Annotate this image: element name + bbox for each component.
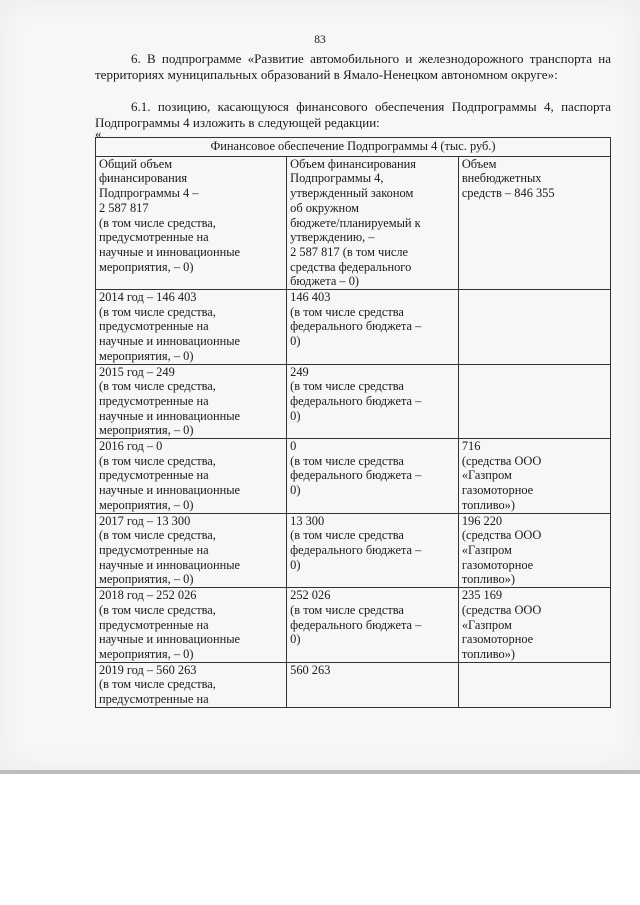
- cell-text-line: научные и инновационные: [99, 632, 241, 647]
- cell-text-line: топливо»): [461, 646, 515, 661]
- cell-text-line: 2018 год – 252 026: [99, 588, 197, 603]
- year-extrabudgetary-cell: [458, 513, 610, 588]
- cell-text-line: Подпрограммы 4,: [290, 171, 384, 186]
- cell-text-line: 2016 год – 0: [99, 439, 163, 454]
- cell-text-line: об окружном: [290, 200, 359, 215]
- year-extrabudgetary-cell: [458, 662, 610, 707]
- cell-text-line: научные и инновационные: [99, 483, 241, 498]
- year-total-cell: [96, 439, 287, 514]
- cell-text-line: 249: [290, 364, 309, 379]
- cell-text-line: 235 169: [461, 588, 503, 603]
- cell-text-line: утверждению, –: [290, 230, 375, 245]
- cell-text-line: 0): [290, 483, 301, 498]
- cell-text-line: научные и инновационные: [99, 408, 241, 423]
- year-total-cell: [96, 588, 287, 663]
- year-extrabudgetary-cell: [458, 364, 610, 439]
- cell-text-line: 2019 год – 560 263: [99, 662, 197, 677]
- cell-text-line: «Газпром: [461, 468, 512, 483]
- cell-text-line: (в том числе средства: [290, 528, 404, 543]
- cell-text-line: (в том числе средства,: [99, 304, 216, 319]
- year-budget-cell: [287, 588, 459, 663]
- year-budget-cell: [287, 439, 459, 514]
- cell-text-line: (средства ООО: [461, 602, 542, 617]
- cell-text-line: 2015 год – 249: [99, 364, 175, 379]
- extrabudgetary-cell: [458, 156, 610, 289]
- cell-text-line: (в том числе средства,: [99, 528, 216, 543]
- cell-text-line: научные и инновационные: [99, 244, 241, 259]
- cell-text-line: Общий объем: [99, 156, 173, 171]
- cell-text-line: 13 300: [290, 513, 325, 528]
- opening-quote: «: [95, 126, 102, 141]
- cell-text-line: предусмотренные на: [99, 692, 209, 707]
- cell-text-line: предусмотренные на: [99, 542, 209, 557]
- table-title: Финансовое обеспечение Подпрограммы 4 (тыс. руб.): [96, 138, 611, 157]
- cell-text-line: федерального бюджета –: [290, 617, 422, 632]
- cell-text-line: (в том числе средства,: [99, 379, 216, 394]
- cell-text-line: 196 220: [461, 513, 503, 528]
- cell-text-line: 0): [290, 408, 301, 423]
- cell-text-line: (средства ООО: [461, 453, 542, 468]
- cell-text-line: предусмотренные на: [99, 230, 209, 245]
- cell-text-line: топливо»): [461, 497, 515, 512]
- year-budget-cell: [287, 662, 459, 707]
- year-total-cell: [96, 662, 287, 707]
- cell-text-line: 0): [290, 334, 301, 349]
- year-total-cell: [96, 290, 287, 365]
- cell-text-line: газомоторное: [461, 632, 534, 647]
- cell-text-line: (в том числе средства: [290, 453, 404, 468]
- cell-text-line: (в том числе средства,: [99, 677, 216, 692]
- cell-text-line: (в том числе средства,: [99, 215, 216, 230]
- cell-text-line: федерального бюджета –: [290, 542, 422, 557]
- cell-text-line: 2 587 817 (в том числе: [290, 244, 409, 259]
- table-header-row: [96, 156, 611, 289]
- budget-financing-cell: [287, 156, 459, 289]
- cell-text-line: федерального бюджета –: [290, 468, 422, 483]
- cell-text-line: (в том числе средства: [290, 602, 404, 617]
- table-row: [96, 439, 611, 514]
- table-row: [96, 662, 611, 707]
- year-budget-cell: [287, 513, 459, 588]
- cell-text-line: топливо»): [461, 572, 515, 587]
- cell-text-line: мероприятия, – 0): [99, 348, 194, 363]
- cell-text-line: (в том числе средства,: [99, 602, 216, 617]
- table-row: [96, 513, 611, 588]
- paragraph-item-6-1: 6.1. позицию, касающуюся финансового обеспечения Подпрограммы 4, паспорта Подпрограммы 4 изложить в следующей редакции:: [95, 99, 611, 130]
- table-row: [96, 588, 611, 663]
- cell-text-line: 146 403: [290, 290, 331, 305]
- cell-text-line: газомоторное: [461, 483, 534, 498]
- cell-text-line: (в том числе средства: [290, 304, 404, 319]
- cell-text-line: «Газпром: [461, 617, 512, 632]
- cell-text-line: финансирования: [99, 171, 188, 186]
- cell-text-line: газомоторное: [461, 557, 534, 572]
- cell-text-line: бюджете/планируемый к: [290, 215, 421, 230]
- year-total-cell: [96, 364, 287, 439]
- year-budget-cell: [287, 290, 459, 365]
- year-extrabudgetary-cell: [458, 588, 610, 663]
- page-number: 83: [314, 34, 326, 46]
- table-row: [96, 290, 611, 365]
- cell-text-line: Объем: [461, 156, 497, 171]
- cell-text-line: федерального бюджета –: [290, 393, 422, 408]
- cell-text-line: бюджета – 0): [290, 274, 360, 289]
- year-extrabudgetary-cell: [458, 290, 610, 365]
- cell-text-line: 0): [290, 632, 301, 647]
- paragraph-item-6: 6. В подпрограмме «Развитие автомобильного и железнодорожного транспорта на территориях муниципальных образований в Ямало-Ненецком автономном округе»:: [95, 51, 611, 82]
- cell-text-line: 2 587 817: [99, 200, 149, 215]
- year-budget-cell: [287, 364, 459, 439]
- cell-text-line: средств – 846 355: [461, 186, 555, 201]
- cell-text-line: Подпрограммы 4 –: [99, 186, 199, 201]
- cell-text-line: 0: [290, 439, 297, 454]
- cell-text-line: мероприятия, – 0): [99, 423, 194, 438]
- cell-text-line: научные и инновационные: [99, 334, 241, 349]
- year-extrabudgetary-cell: [458, 439, 610, 514]
- table-row: [96, 364, 611, 439]
- cell-text-line: предусмотренные на: [99, 468, 209, 483]
- total-financing-cell: [96, 156, 287, 289]
- cell-text-line: предусмотренные на: [99, 319, 209, 334]
- cell-text-line: 2014 год – 146 403: [99, 290, 197, 305]
- cell-text-line: Объем финансирования: [290, 156, 417, 171]
- cell-text-line: мероприятия, – 0): [99, 646, 194, 661]
- cell-text-line: 252 026: [290, 588, 331, 603]
- cell-text-line: (средства ООО: [461, 528, 542, 543]
- cell-text-line: «Газпром: [461, 542, 512, 557]
- cell-text-line: внебюджетных: [461, 171, 542, 186]
- cell-text-line: федерального бюджета –: [290, 319, 422, 334]
- cell-text-line: мероприятия, – 0): [99, 572, 194, 587]
- financing-table: [95, 137, 611, 708]
- year-total-cell: [96, 513, 287, 588]
- cell-text-line: предусмотренные на: [99, 393, 209, 408]
- cell-text-line: научные и инновационные: [99, 557, 241, 572]
- cell-text-line: мероприятия, – 0): [99, 259, 194, 274]
- cell-text-line: 716: [461, 439, 481, 454]
- cell-text-line: средства федерального: [290, 259, 412, 274]
- cell-text-line: мероприятия, – 0): [99, 497, 194, 512]
- cell-text-line: (в том числе средства: [290, 379, 404, 394]
- cell-text-line: 0): [290, 557, 301, 572]
- cell-text-line: 2017 год – 13 300: [99, 513, 191, 528]
- cell-text-line: предусмотренные на: [99, 617, 209, 632]
- cell-text-line: утвержденный законом: [290, 186, 414, 201]
- cell-text-line: 560 263: [290, 662, 331, 677]
- cell-text-line: (в том числе средства,: [99, 453, 216, 468]
